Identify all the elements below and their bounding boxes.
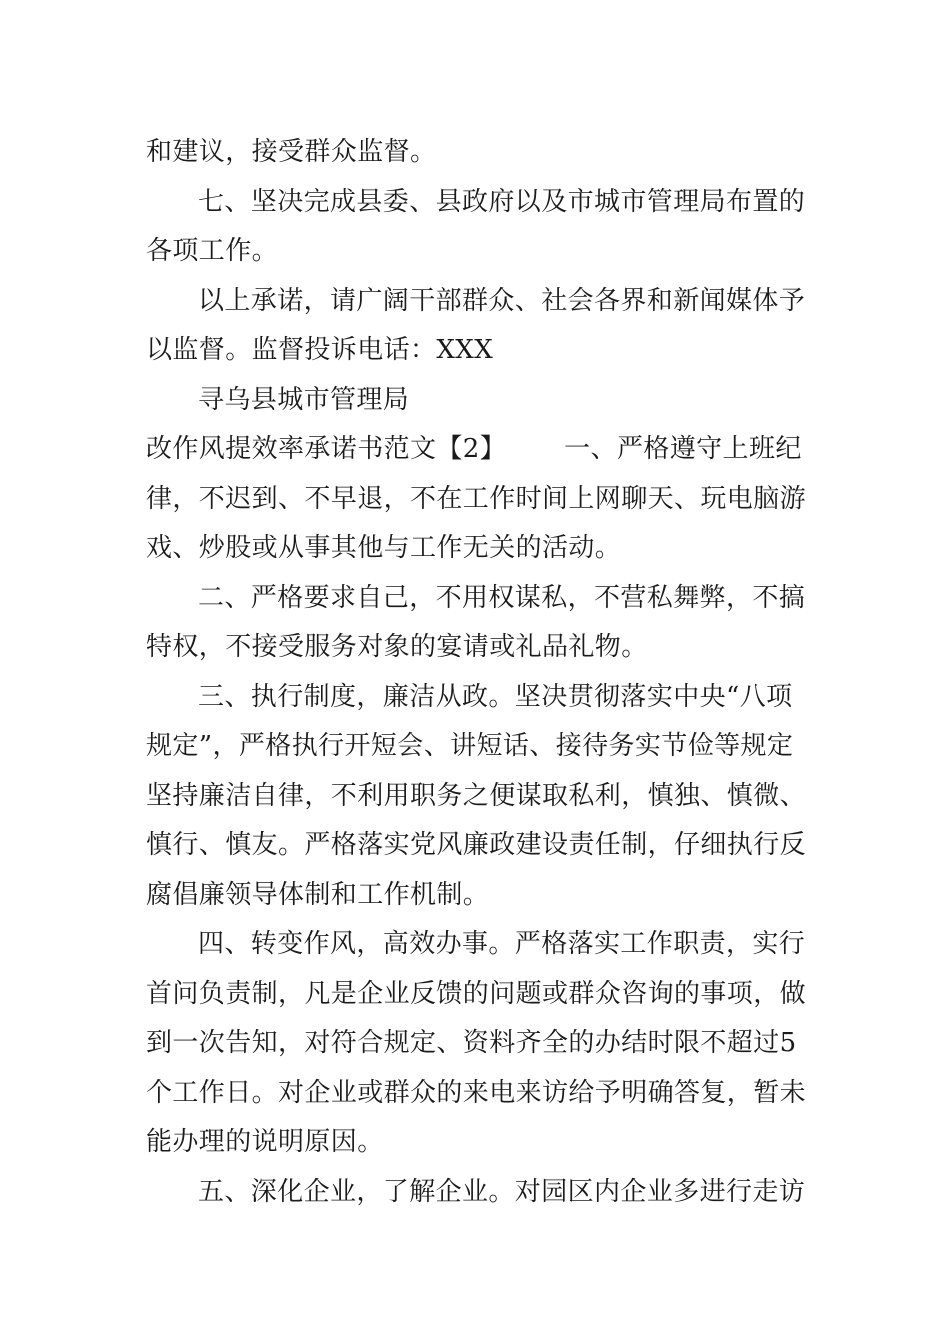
document-body	[146, 128, 810, 1217]
paragraph-item-four: 四、转变作风，高效办事。严格落实工作职责，实行首问负责制，凡是企业反馈的问题或群众咨询的事项，做到一次告知，对符合规定、资料齐全的办结时限不超过5个工作日。对企业或群众的来电来访给予明确答复，暂未能办理的说明原因。	[146, 929, 807, 1157]
paragraph-item-three: 三、执行制度，廉洁从政。坚决贯彻落实中央“八项规定”，严格执行开短会、讲短话、接待务实节俭等规定坚持廉洁自律，不利用职务之便谋取私利，慎独、慎微、慎行、慎友。严格落实党风廉政建设责任制，仔细执行反腐倡廉领导体制和工作机制。	[146, 681, 807, 910]
paragraph-commitment-supervision: 以上承诺，请广阔干部群众、社会各界和新闻媒体予以监督。监督投诉电话：XXX	[146, 285, 806, 365]
paragraph-item-five: 五、深化企业，了解企业。对园区内企业多进行走访	[198, 1176, 806, 1207]
paragraph-item-two: 二、严格要求自己，不用权谋私，不营私舞弊，不搞特权，不接受服务对象的宴请或礼品礼物。	[146, 582, 806, 662]
paragraph-item-seven: 七、坚决完成县委、县政府以及市城市管理局布置的各项工作。	[146, 186, 806, 266]
section-title: 改作风提效率承诺书范文【2】	[146, 434, 507, 464]
paragraph-signature-org: 寻乌县城市管理局	[198, 384, 410, 415]
paragraph-continuation: 和建议，接受群众监督。	[146, 137, 437, 167]
section-heading-paragraph	[146, 425, 810, 574]
section-first-item: 一、严格遵守上班纪律，不迟到、不早退，不在工作时间上网聊天、玩电脑游戏、炒股或从事其他与工作无关的活动。	[146, 434, 807, 563]
